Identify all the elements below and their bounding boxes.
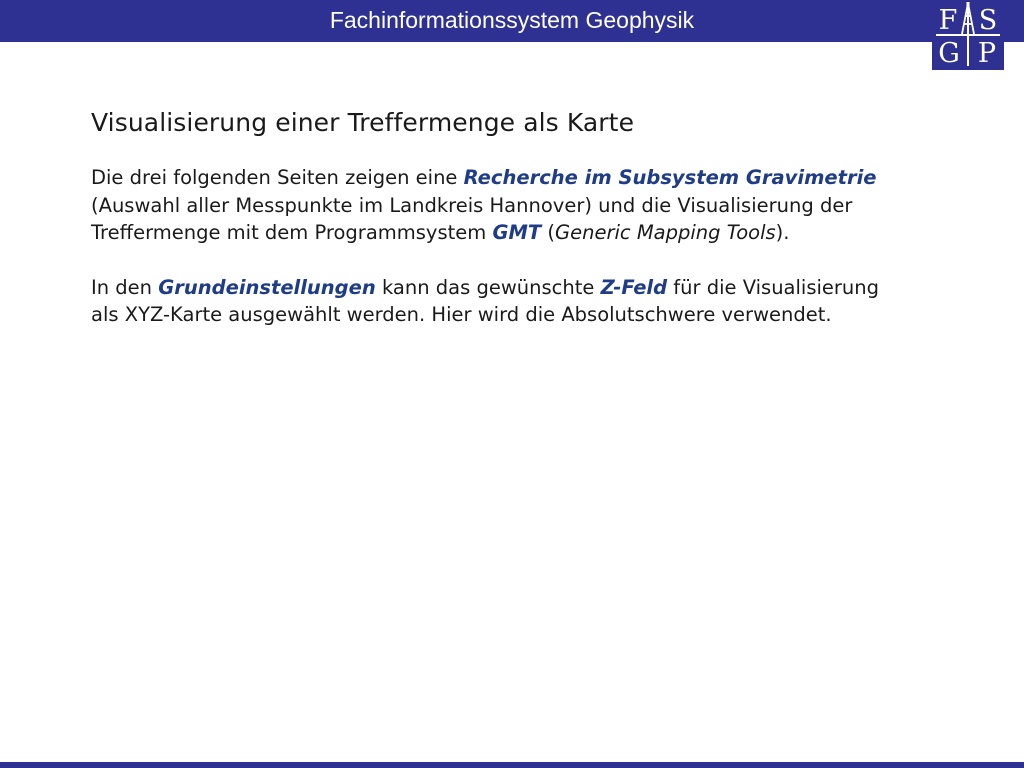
logo-letter-g: G (938, 38, 960, 69)
footer-bar (0, 762, 1024, 768)
italic-generic-mapping-tools: Generic Mapping Tools (555, 221, 776, 244)
header-title: Fachinformationssystem Geophysik (329, 7, 695, 33)
settings-text-1: In den (91, 275, 159, 299)
highlight-z-feld: Z-Feld (600, 275, 668, 299)
intro-text-2: (Auswahl aller Messpunkte im Landkreis Hannover) und die Visualisierung der Treffermenge mit dem Programmsystem (91, 193, 853, 244)
paragraph-settings (91, 274, 911, 329)
logo-letter-p: P (977, 38, 997, 69)
paragraph-intro (91, 164, 911, 247)
highlight-gmt: GMT (492, 221, 542, 244)
logo-letter-s: S (978, 5, 998, 36)
settings-text-2: kann das gewünschte (375, 275, 601, 299)
highlight-grundeinstellungen: Grundeinstellungen (158, 275, 376, 299)
slide-content (91, 108, 911, 329)
highlight-recherche: Recherche im Subsystem Gravimetrie (463, 166, 877, 189)
fsgp-logo (932, 0, 1004, 70)
intro-text-1: Die drei folgenden Seiten zeigen eine (91, 166, 464, 189)
slide-heading: Visualisierung einer Treffermenge als Karte (91, 108, 635, 137)
settings-text-3: für die Visualisierung als XYZ-Karte ausgewählt werden. Hier wird die Absolutschwere verwendet. (91, 275, 880, 326)
logo-letter-f: F (938, 5, 958, 36)
intro-text-3: ( (541, 221, 555, 244)
intro-text-4: ). (775, 221, 790, 244)
